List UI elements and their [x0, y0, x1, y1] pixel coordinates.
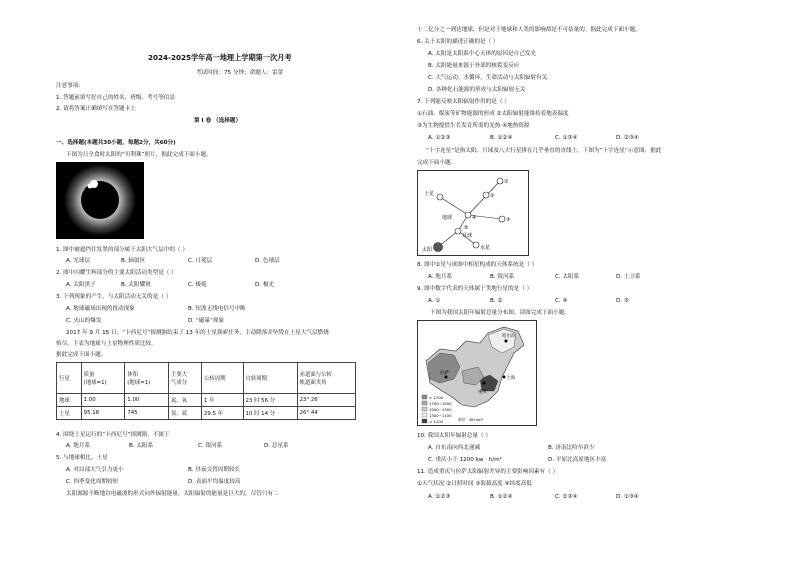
exam-meta: 考试时间：75 分钟；命题人：雷蕾 [196, 70, 284, 76]
question-6: 6. 关于太阳的描述正确的是（ ） [417, 39, 499, 45]
option: C. 太阳系 [555, 274, 580, 280]
option: C. ④ [555, 298, 568, 304]
question-2: 2. 图中闪耀生辉部分的主要太阳活动类型是（ ） [56, 270, 177, 276]
table-cell: 1 年 [202, 394, 244, 407]
cross-alignment-figure [417, 170, 529, 256]
eclipse-photo [56, 162, 144, 239]
legend-label: 1700~1500 [429, 401, 452, 406]
table-header-row [57, 363, 356, 394]
section-heading: 一、选择题(本题共30小题，每题2分，共60分) [56, 140, 176, 146]
figure-label: ② [490, 193, 495, 199]
option: A. 光球层 [66, 258, 91, 264]
passage-line: “十字连星”是指太阳、月球及八大行星排在几乎垂直的直线上。下图为“十字连星”示意图，据此 [426, 148, 662, 154]
table-header: 主要大 气成分 [168, 363, 201, 394]
legend-label: < 1100 [429, 419, 444, 424]
option: C. 重庆小于 1200 kw · h/m² [428, 457, 502, 463]
option: A. ①②③ [428, 135, 451, 141]
option: A. 对局部大气引力更小 [66, 467, 124, 473]
option: D. 土卫系 [616, 274, 641, 280]
map-label: 上海 [506, 376, 515, 381]
option: D. 总星系 [264, 443, 289, 449]
table-cell: 26° 44′ [297, 407, 355, 420]
option: D. 表面平均温度较高 [188, 479, 241, 485]
passage-line: 完成下面小题。 [417, 160, 457, 166]
passage-line: 太阳源源不断地以电磁波的形式向外辐射能量。太阳辐射的能量是巨大的，尽管只有二 [66, 491, 279, 497]
option: B. 济南比哈尔滨少 [548, 445, 595, 451]
legend-label: 1300~1100 [429, 413, 452, 418]
option: B. 短波无线电信号中断 [188, 306, 246, 312]
statement-line: ①石油、煤炭等矿物能源的形成 ②太阳辐射能维持着地表温度 [417, 111, 569, 117]
question-7: 7. 下列能反映太阳辐射作用的是（ ） [417, 99, 510, 105]
option: B. ② [490, 298, 503, 304]
option: B. 太阳能量来源于外部的核裂变反应 [428, 63, 520, 69]
table-header: 赤道面与公转 轨道面夹角 [297, 363, 355, 394]
option: A. ① [428, 298, 441, 304]
option: D. ⑤ [616, 298, 629, 304]
table-row [57, 394, 356, 407]
map-label: 拉萨 [440, 371, 449, 376]
option: B. 太阳系 [129, 443, 154, 449]
table-cell: 95.18 [81, 407, 125, 420]
option: D. 各种化石能源的形成与太阳辐射无关 [428, 87, 526, 93]
option: B. 银河系 [490, 274, 515, 280]
table-cell: 29.5 年 [202, 407, 244, 420]
question-intro: 下图为日全食时太阳的“贝利珠”照片，据此完成下面小题。 [66, 152, 212, 158]
option: B. 昼夜交替周期较长 [188, 467, 241, 473]
statement-line: ③为生物提供生长发育所需的光热 ④地热资源 [417, 123, 530, 129]
option: D. “磁暴”现象 [188, 318, 225, 324]
option: A. 自东南向西北递减 [428, 445, 481, 451]
option: B. 太阳耀斑 [121, 282, 151, 288]
option: D. 平原比高原地区丰富 [548, 457, 607, 463]
table-header: 质量 (地球=1) [81, 363, 125, 394]
table-row [57, 407, 356, 420]
table-cell: 10 时 14 分 [243, 407, 297, 420]
table-cell: 745 [125, 407, 169, 420]
question-5: 5. 与地球相比，土星 [56, 455, 108, 461]
table-cell: 土星 [57, 407, 82, 420]
option: A. 地月系 [66, 443, 91, 449]
table-header: 体积 (地球=1) [125, 363, 169, 394]
option: D. ②③④ [616, 135, 639, 141]
figure-label: 月球 [462, 233, 473, 239]
map-label: 哈尔滨 [502, 334, 516, 339]
passage-line: 十二亿分之一到达地球，但是对于地球和人类的影响却是不可估量的。据此完成下面小题。 [417, 27, 641, 33]
legend-unit: 单位：W·h/m² [458, 417, 484, 422]
question-3: 3. 下列现象的产生，与太阳活动无关的是（ ） [56, 294, 172, 300]
table-cell: 1.00 [125, 394, 169, 407]
part-title: 第 I 卷 （选择题） [194, 118, 242, 124]
option: D. 色球层 [255, 258, 280, 264]
option: D. ①③④ [616, 494, 639, 500]
table-header: 公转周期 [202, 363, 244, 394]
solar-radiation-map [417, 320, 537, 426]
figure-label: ① [504, 179, 509, 185]
question-4: 4. 围绕土星运行的“卡西尼号”探测器，不属于 [56, 432, 170, 438]
option: B. ①②④ [490, 135, 513, 141]
legend-label: 1500~1300 [429, 407, 452, 412]
figure-label: ⑤ [464, 225, 469, 231]
map-label: 重庆 [478, 390, 487, 395]
question-8: 8. 图中①星与该图中相星构成的天体系统是（ ） [417, 262, 538, 268]
option: C. ②③④ [555, 494, 578, 500]
statement-line: ①天气状况 ②日照时间 ③海拔高度 ④纬度高低 [417, 481, 532, 487]
question-11: 11. 造成重庆与拉萨太阳辐射差异的主要影响因素有（ ） [417, 469, 559, 475]
table-cell: 氢、氦 [168, 407, 201, 420]
option: C. 日冕层 [188, 258, 213, 264]
notice-line: 1. 答题前填写好自己的姓名、班级、考号等信息 [56, 95, 175, 101]
planet-comparison-table [56, 362, 356, 420]
table-cell: 氮、氧 [168, 394, 201, 407]
passage-line: 殆尽。下表为地球与土星物理性质比较。 [56, 341, 157, 347]
table-cell: 23° 26′ [297, 394, 355, 407]
table-cell: 1.00 [81, 394, 125, 407]
notice-line: 2. 请将答案正确填写在答题卡上 [56, 106, 136, 112]
option: B. 辐射区 [121, 258, 146, 264]
page-title: 2024-2025学年高一地理上学期第一次月考 [148, 53, 292, 62]
option: C. 极冕 [188, 282, 207, 288]
table-header: 自转周期 [243, 363, 297, 394]
option: C. 银河系 [198, 443, 223, 449]
figure-label: 太阳 [422, 247, 433, 253]
option: A. 地球磁场出现的扰动现象 [66, 306, 135, 312]
question-1: 1. 图中被遮挡住发黑的部分属于太阳大气层中的（ ） [56, 247, 188, 253]
option: C. 火山的爆发 [66, 318, 102, 324]
option: C. ①③④ [555, 135, 578, 141]
option: D. 极光 [255, 282, 275, 288]
figure-label: 地球 [442, 215, 453, 221]
legend-label: > 1700 [429, 395, 444, 400]
option: A. 太阳黑子 [66, 282, 96, 288]
passage-line: 据此完成下面小题。 [56, 352, 107, 358]
figure-label: ③ [506, 217, 511, 223]
figure-label: 土星 [424, 191, 435, 197]
question-9: 9. 图中数字代表的天体属于类地行星的是（ ） [417, 286, 533, 292]
table-cell: 地球 [57, 394, 82, 407]
table-cell: 23 时 56 分 [243, 394, 297, 407]
option: A. 太阳是太阳系中心天体的原因是自己发光 [428, 51, 536, 57]
question-10: 10. 我国太阳年辐射总量（ ） [417, 433, 491, 439]
figure-label: ④ [472, 215, 477, 221]
option: C. 四季变化周期较短 [66, 479, 119, 485]
notice-title: 注意事项： [56, 83, 84, 89]
figure-label: 水星 [480, 245, 491, 251]
option: B. ①②④ [490, 494, 513, 500]
passage-line: 下图为我国太阳年辐射总量分布图。读图完成下面小题。 [430, 310, 570, 316]
option: A. 地月系 [428, 274, 453, 280]
option: A. ①②③ [428, 494, 451, 500]
passage-line: 2017 年 9 月 15 日，“卡西尼号”探测器结束了 13 年的土星探索任务，主动降落并坠毁在土星大气层燃烧 [66, 330, 329, 336]
option: C. 大气运动、水循环，生命活动与太阳辐射有关 [428, 75, 548, 81]
table-header: 行星 [57, 363, 82, 394]
